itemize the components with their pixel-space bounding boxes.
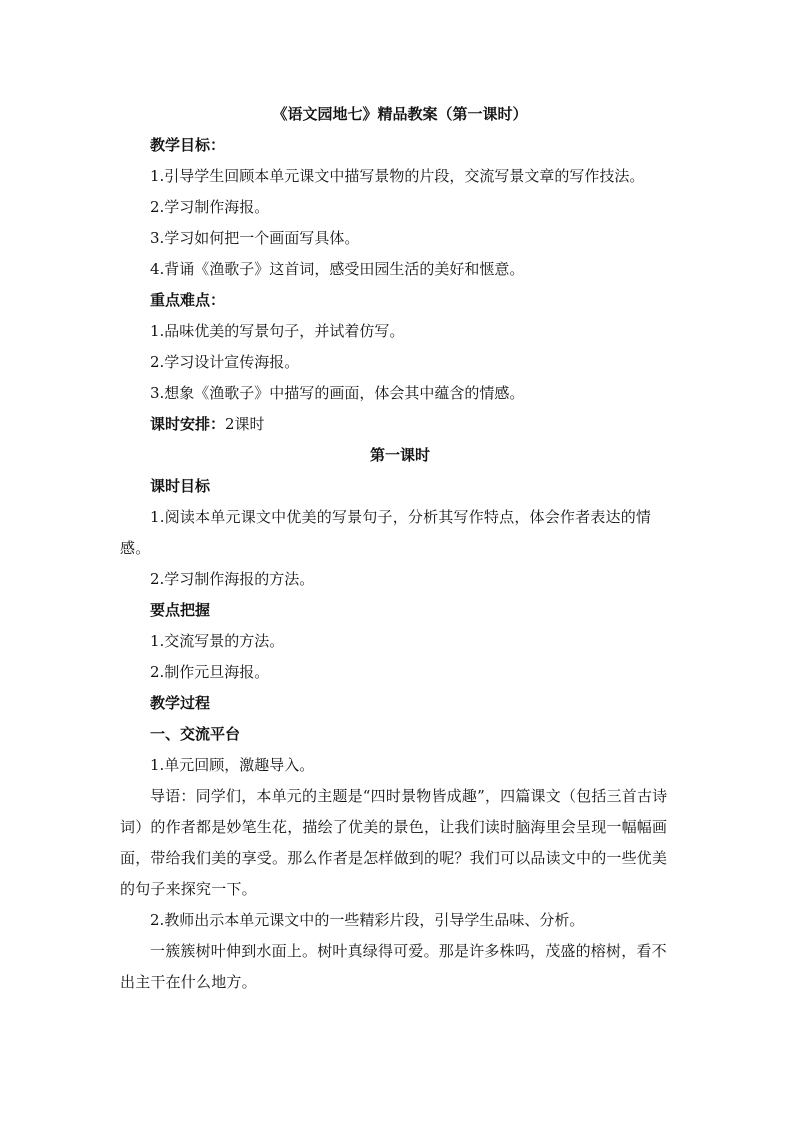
key-point-1: 1.品味优美的写景句子，并试着仿写。 xyxy=(150,322,405,340)
step-2: 2.教师出示本单元课文中的一些精彩片段，引导学生品味、分析。 xyxy=(150,911,585,929)
excerpt-paragraph: 一簇簇树叶伸到水面上。树叶真绿得可爱。那是许多株吗，茂盛的榕树，看不出主干在什么地方。 xyxy=(120,942,667,991)
schedule-label: 课时安排： xyxy=(150,415,226,433)
goal-item-4: 4.背诵《渔歌子》这首词，感受田园生活的美好和惬意。 xyxy=(150,260,525,278)
schedule-value: 2课时 xyxy=(225,415,265,433)
intro-paragraph: 导语：同学们，本单元的主题是“四时景物皆成趣”，四篇课文（包括三首古诗词）的作者都是妙笔生花，描绘了优美的景色，让我们读时脑海里会呈现一幅幅画面，带给我们美的享受。那么作者是怎样做到的呢？我们可以品读文中的一些优美的句子来探究一下。 xyxy=(120,787,668,898)
lesson-goal-1: 1.阅读本单元课文中优美的写景句子，分析其写作特点，体会作者表达的情感。 xyxy=(120,508,652,557)
lesson-goal-2: 2.学习制作海报的方法。 xyxy=(150,570,315,588)
step-1: 1.单元回顾，激趣导入。 xyxy=(150,756,315,774)
schedule-line xyxy=(120,409,680,440)
grasp-point-1: 1.交流写景的方法。 xyxy=(150,632,285,650)
goal-item-2: 2.学习制作海报。 xyxy=(150,198,270,216)
grasp-point-2: 2.制作元旦海报。 xyxy=(150,663,270,681)
key-point-3: 3.想象《渔歌子》中描写的画面，体会其中蕴含的情感。 xyxy=(150,384,525,402)
goals-heading: 教学目标： xyxy=(150,136,226,154)
document-content xyxy=(120,98,680,998)
goal-item-1: 1.引导学生回顾本单元课文中描写景物的片段，交流写景文章的写作技法。 xyxy=(150,167,645,185)
key-points-heading: 重点难点： xyxy=(150,291,226,309)
lesson-goals-heading: 课时目标 xyxy=(150,477,211,495)
key-point-2: 2.学习设计宣传海报。 xyxy=(150,353,300,371)
lesson-heading: 第一课时 xyxy=(369,446,430,464)
goal-item-3: 3.学习如何把一个画面写具体。 xyxy=(150,229,360,247)
document-title: 《语文园地七》精品教案（第一课时） xyxy=(272,105,528,123)
part1-heading: 一、交流平台 xyxy=(150,725,241,743)
grasp-heading: 要点把握 xyxy=(150,601,211,619)
process-heading: 教学过程 xyxy=(150,694,211,712)
